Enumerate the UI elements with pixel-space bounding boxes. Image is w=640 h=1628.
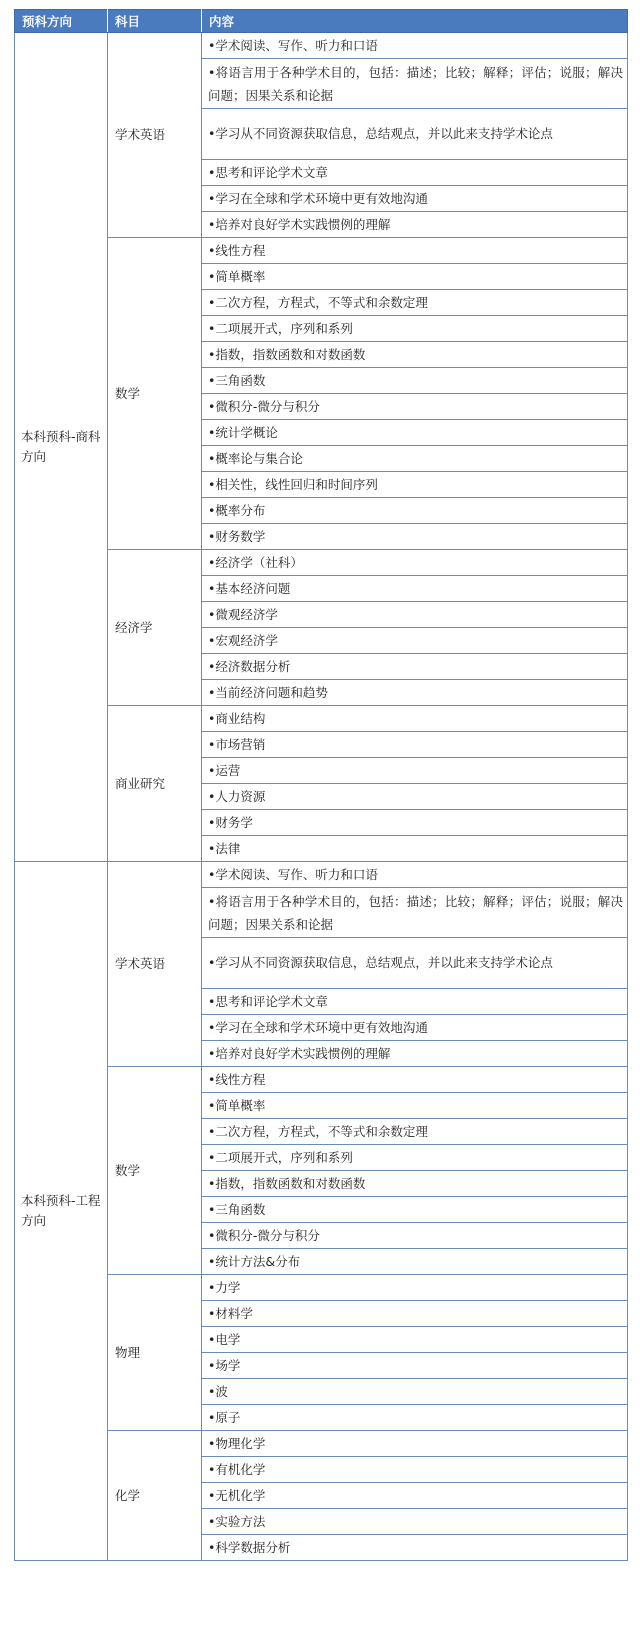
subject-cell: 数学 [108, 1067, 202, 1275]
header-direction: 预科方向 [15, 10, 108, 33]
content-item: •思考和评论学术文章 [202, 160, 628, 186]
subject-cell: 数学 [108, 238, 202, 550]
content-item: •学习从不同资源获取信息，总结观点，并以此来支持学术论点 [202, 938, 628, 989]
content-item: •三角函数 [202, 368, 628, 394]
header-subject: 科目 [108, 10, 202, 33]
content-item: •人力资源 [202, 784, 628, 810]
content-item: •商业结构 [202, 706, 628, 732]
content-item: •宏观经济学 [202, 628, 628, 654]
content-item: •原子 [202, 1405, 628, 1431]
content-item: •经济学（社科） [202, 550, 628, 576]
subject-cell: 物理 [108, 1275, 202, 1431]
content-item: •二项展开式，序列和系列 [202, 316, 628, 342]
content-item: •电学 [202, 1327, 628, 1353]
curriculum-body [15, 33, 628, 1561]
content-item: •将语言用于各种学术目的，包括：描述；比较；解释；评估；说服；解决问题；因果关系和论据 [202, 59, 628, 109]
content-item: •将语言用于各种学术目的，包括：描述；比较；解释；评估；说服；解决问题；因果关系和论据 [202, 888, 628, 938]
content-item: •微观经济学 [202, 602, 628, 628]
table-row [15, 862, 628, 888]
subject-cell: 经济学 [108, 550, 202, 706]
content-item: •培养对良好学术实践惯例的理解 [202, 212, 628, 238]
subject-cell: 商业研究 [108, 706, 202, 862]
content-item: •场学 [202, 1353, 628, 1379]
content-item: •微积分-微分与积分 [202, 1223, 628, 1249]
content-item: •经济数据分析 [202, 654, 628, 680]
subject-cell: 学术英语 [108, 33, 202, 238]
content-item: •统计学概论 [202, 420, 628, 446]
content-item: •指数，指数函数和对数函数 [202, 342, 628, 368]
content-item: •二次方程，方程式，不等式和余数定理 [202, 1119, 628, 1145]
content-item: •运营 [202, 758, 628, 784]
content-item: •波 [202, 1379, 628, 1405]
content-item: •当前经济问题和趋势 [202, 680, 628, 706]
content-item: •简单概率 [202, 1093, 628, 1119]
curriculum-table-wrapper [14, 9, 628, 1561]
content-item: •线性方程 [202, 1067, 628, 1093]
content-item: •学术阅读、写作、听力和口语 [202, 33, 628, 59]
content-item: •财务数学 [202, 524, 628, 550]
content-item: •概率分布 [202, 498, 628, 524]
content-item: •线性方程 [202, 238, 628, 264]
table-row [15, 33, 628, 59]
content-item: •二项展开式，序列和系列 [202, 1145, 628, 1171]
content-item: •学习从不同资源获取信息，总结观点，并以此来支持学术论点 [202, 109, 628, 160]
content-item: •材料学 [202, 1301, 628, 1327]
content-item: •微积分-微分与积分 [202, 394, 628, 420]
content-item: •统计方法&分布 [202, 1249, 628, 1275]
content-item: •简单概率 [202, 264, 628, 290]
content-item: •市场营销 [202, 732, 628, 758]
content-item: •物理化学 [202, 1431, 628, 1457]
content-item: •科学数据分析 [202, 1535, 628, 1561]
content-item: •培养对良好学术实践惯例的理解 [202, 1041, 628, 1067]
content-item: •三角函数 [202, 1197, 628, 1223]
content-item: •无机化学 [202, 1483, 628, 1509]
content-item: •财务学 [202, 810, 628, 836]
subject-cell: 化学 [108, 1431, 202, 1561]
header-row [15, 10, 628, 33]
content-item: •法律 [202, 836, 628, 862]
direction-cell: 本科预科-商科方向 [15, 33, 108, 862]
content-item: •学术阅读、写作、听力和口语 [202, 862, 628, 888]
curriculum-table [14, 9, 628, 1561]
content-item: •相关性，线性回归和时间序列 [202, 472, 628, 498]
content-item: •力学 [202, 1275, 628, 1301]
content-item: •学习在全球和学术环境中更有效地沟通 [202, 186, 628, 212]
content-item: •指数，指数函数和对数函数 [202, 1171, 628, 1197]
content-item: •概率论与集合论 [202, 446, 628, 472]
subject-cell: 学术英语 [108, 862, 202, 1067]
content-item: •学习在全球和学术环境中更有效地沟通 [202, 1015, 628, 1041]
content-item: •基本经济问题 [202, 576, 628, 602]
content-item: •思考和评论学术文章 [202, 989, 628, 1015]
content-item: •实验方法 [202, 1509, 628, 1535]
direction-cell: 本科预科-工程方向 [15, 862, 108, 1561]
content-item: •二次方程，方程式，不等式和余数定理 [202, 290, 628, 316]
header-content: 内容 [202, 10, 628, 33]
content-item: •有机化学 [202, 1457, 628, 1483]
